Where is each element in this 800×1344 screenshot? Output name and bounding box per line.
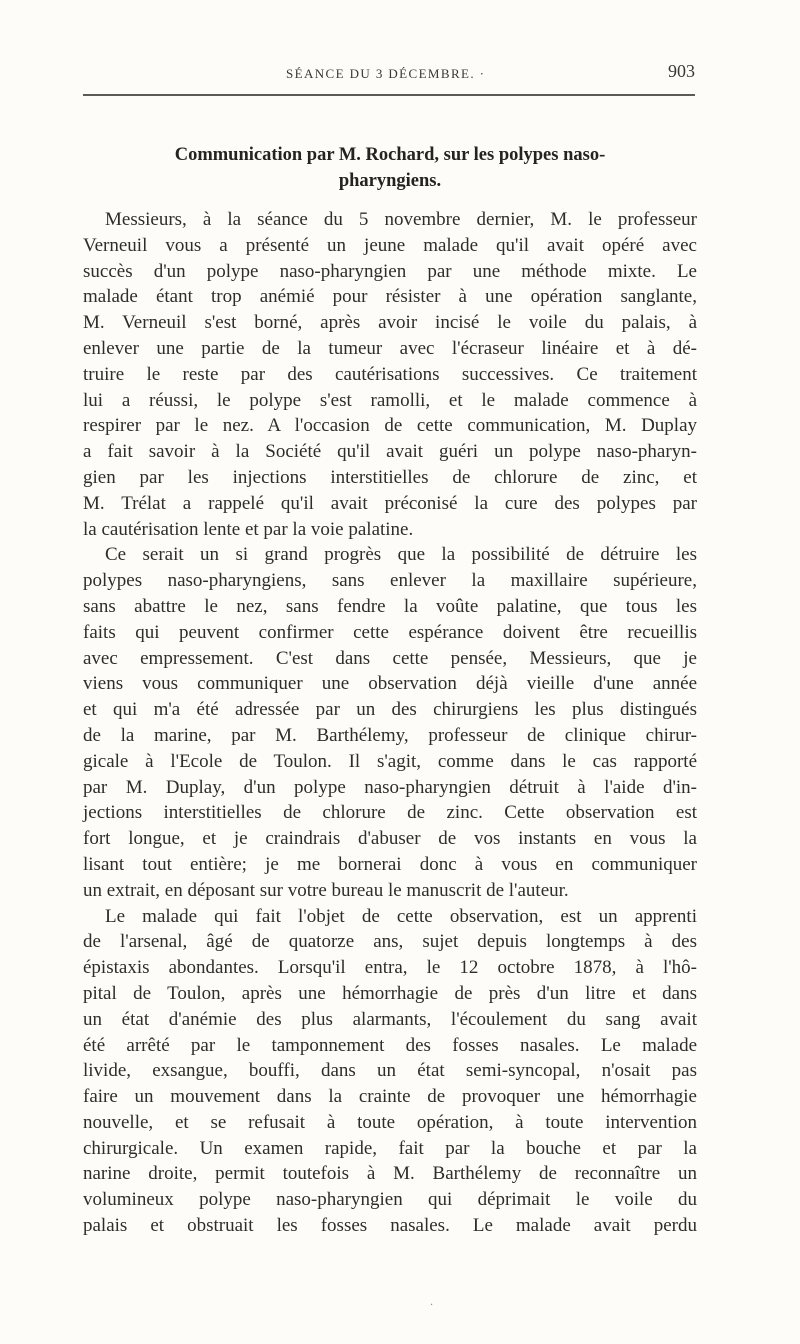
text-line: Ce serait un si grand progrès que la possibilité de détruire les — [105, 544, 697, 566]
header-rule — [83, 94, 695, 96]
text-line: avec empressement. C'est dans cette pensée, Messieurs, que je — [83, 647, 697, 669]
text-line: de la marine, par M. Barthélemy, professeur de clinique chirur- — [83, 724, 697, 746]
text-line: par M. Duplay, d'un polype naso-pharyngien détruit à l'aide d'in- — [83, 776, 697, 798]
text-line: Verneuil vous a présenté un jeune malade qu'il avait opéré avec — [83, 234, 697, 256]
text-line: livide, exsangue, bouffi, dans un état semi-syncopal, n'osait pas — [83, 1060, 697, 1082]
text-line: été arrêté par le tamponnement des fosses nasales. Le malade — [83, 1034, 697, 1056]
text-line: et qui m'a été adressée par un des chirurgiens les plus distingués — [83, 699, 697, 721]
text-line: lui a réussi, le polype s'est ramolli, et le malade commence à — [83, 389, 697, 411]
text-line: M. Trélat a rappelé qu'il avait préconisé la cure des polypes par — [83, 492, 697, 514]
page-number: 903 — [668, 61, 695, 81]
text-line: jections interstitielles de chlorure de zinc. Cette observation est — [83, 802, 697, 824]
text-line: épistaxis abondantes. Lorsqu'il entra, le 12 octobre 1878, à l'hô- — [83, 957, 697, 979]
text-line: chirurgicale. Un examen rapide, fait par la bouche et par la — [83, 1137, 697, 1159]
text-line: sans abattre le nez, sans fendre la voûte palatine, que tous les — [83, 595, 697, 617]
text-line: narine droite, permit toutefois à M. Barthélemy de reconnaître un — [83, 1163, 697, 1185]
text-line: fort longue, et je craindrais d'abuser de vos instants en vous la — [83, 828, 697, 850]
text-line: faire un mouvement dans la crainte de provoquer une hémorrhagie — [83, 1086, 697, 1108]
text-line: la cautérisation lente et par la voie palatine. — [83, 518, 414, 540]
text-line: palais et obstruait les fosses nasales. Le malade avait perdu — [83, 1215, 697, 1237]
text-line: volumineux polype naso-pharyngien qui déprimait le voile du — [83, 1189, 697, 1211]
text-line: truire le reste par des cautérisations successives. Ce traitement — [83, 363, 697, 385]
article-title-line-1: Communication par M. Rochard, sur les polypes naso- — [174, 145, 606, 165]
print-speck: · — [430, 1300, 434, 1311]
text-line: pital de Toulon, après une hémorrhagie de près d'un litre et dans — [83, 982, 697, 1004]
text-line: un extrait, en déposant sur votre bureau le manuscrit de l'auteur. — [83, 879, 569, 901]
text-line: un état d'anémie des plus alarmants, l'écoulement du sang avait — [83, 1008, 697, 1030]
text-line: gien par les injections interstitielles de chlorure de zinc, et — [83, 466, 697, 488]
article-body — [83, 207, 697, 1239]
text-line: lisant tout entière; je me bornerai donc à vous en communiquer — [83, 853, 697, 875]
article-title — [83, 142, 697, 194]
text-line: nouvelle, et se refusait à toute opération, à toute intervention — [83, 1111, 697, 1133]
text-line: M. Verneuil s'est borné, après avoir incisé le voile du palais, à — [83, 312, 697, 334]
text-line: malade étant trop anémié pour résister à une opération sanglante, — [83, 286, 697, 308]
running-title: SÉANCE DU 3 DÉCEMBRE. · — [286, 66, 486, 81]
article-title-line-2: pharyngiens. — [338, 171, 442, 191]
text-line: a fait savoir à la Société qu'il avait guéri un polype naso-pharyn- — [83, 441, 697, 463]
text-line: Messieurs, à la séance du 5 novembre dernier, M. le professeur — [105, 209, 697, 230]
text-line: succès d'un polype naso-pharyngien par une méthode mixte. Le — [83, 260, 697, 282]
document-page — [83, 58, 697, 1237]
running-header — [83, 58, 697, 88]
text-line: de l'arsenal, âgé de quatorze ans, sujet depuis longtemps à des — [83, 931, 697, 953]
text-line: polypes naso-pharyngiens, sans enlever la maxillaire supérieure, — [83, 570, 697, 592]
text-line: enlever une partie de la tumeur avec l'écraseur linéaire et à dé- — [83, 337, 697, 359]
text-line: faits qui peuvent confirmer cette espérance doivent être recueillis — [83, 621, 697, 643]
text-line: Le malade qui fait l'objet de cette observation, est un apprenti — [105, 905, 697, 927]
text-line: gicale à l'Ecole de Toulon. Il s'agit, comme dans le cas rapporté — [83, 750, 697, 772]
text-line: viens vous communiquer une observation déjà vieille d'une année — [83, 673, 697, 695]
text-line: respirer par le nez. A l'occasion de cette communication, M. Duplay — [83, 415, 697, 437]
